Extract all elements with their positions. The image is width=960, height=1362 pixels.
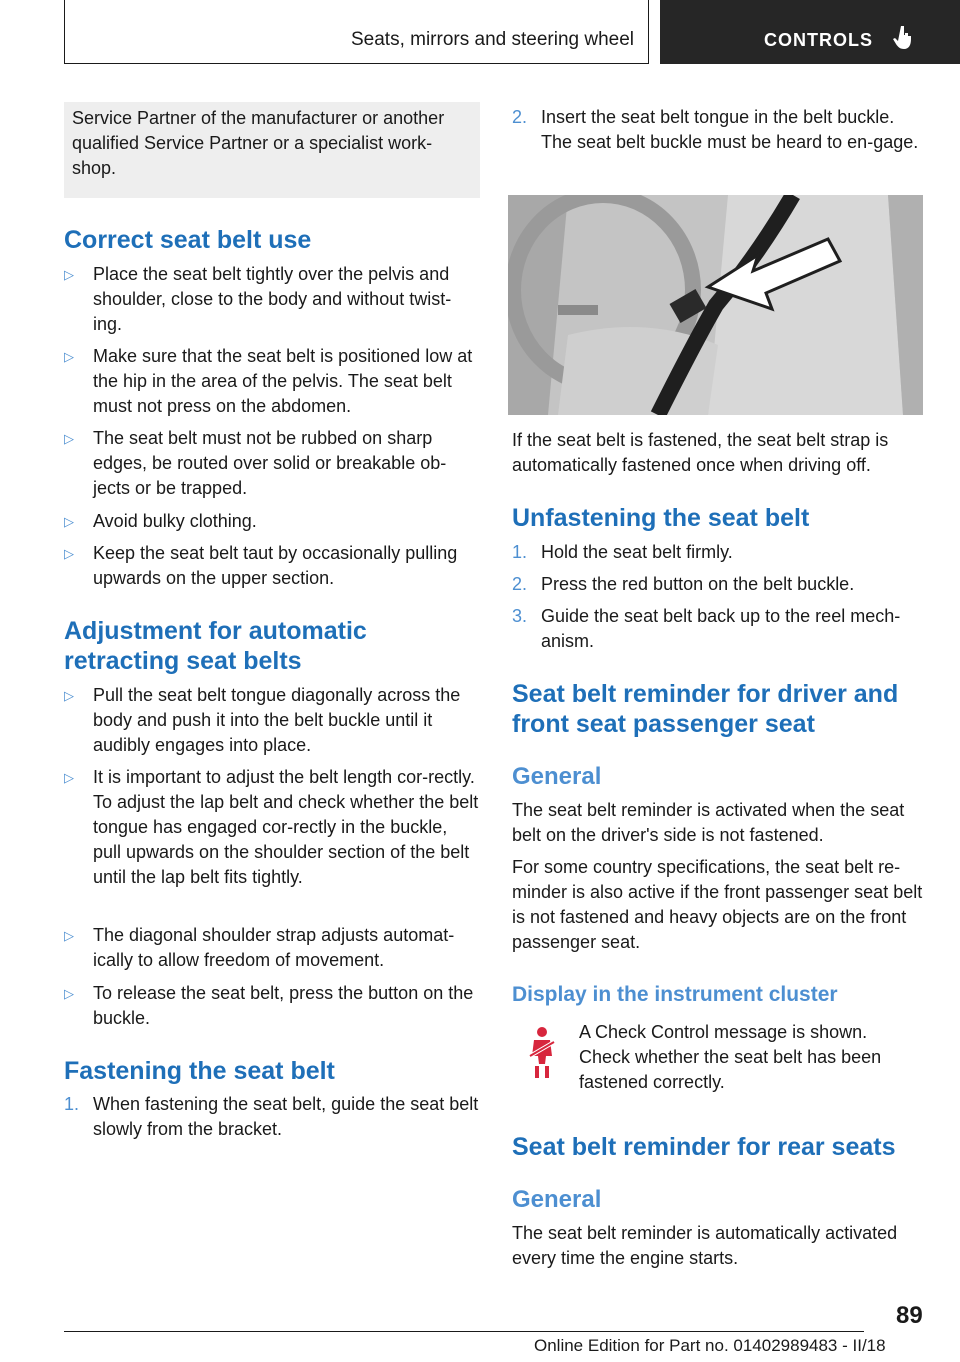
bullet-marker: ▷ xyxy=(64,546,74,561)
paragraph: If the seat belt is fastened, the seat belt strap is automatically fastened once when driving off. xyxy=(512,430,889,475)
bullet-marker: ▷ xyxy=(64,770,74,785)
step-number: 2. xyxy=(512,574,528,594)
list-item: ▷ Make sure that the seat belt is positioned low at the hip in the area of the pelvis. The seat belt must not press on the abdomen. xyxy=(64,346,473,416)
seat-belt-warning-icon xyxy=(522,1026,562,1078)
paragraph: The seat belt reminder is automatically activated every time the engine starts. xyxy=(512,1223,898,1268)
heading-reminder-front: Seat belt reminder for driver and front seat passenger seat xyxy=(512,680,899,738)
bullet-marker: ▷ xyxy=(64,267,74,282)
bullet-marker: ▷ xyxy=(64,514,74,529)
subheading-display: Display in the instrument cluster xyxy=(512,983,838,1006)
list-item: 1. Hold the seat belt firmly. xyxy=(512,540,926,565)
list-item: 2. Insert the seat belt tongue in the belt buckle. The seat belt buckle must be heard to en-gage. xyxy=(512,107,919,152)
list-item: 1. When fastening the seat belt, guide the seat belt slowly from the bracket. xyxy=(64,1094,479,1139)
list-item: ▷ The seat belt must not be rubbed on sharp edges, be routed over solid or breakable ob-jects or be trapped. xyxy=(64,428,447,498)
list-item: ▷ Pull the seat belt tongue diagonally across the body and push it into the belt buckle until it audibly engages into place. xyxy=(64,685,461,755)
step-number: 1. xyxy=(64,1094,80,1114)
list-item: ▷ To release the seat belt, press the button on the buckle. xyxy=(64,983,474,1028)
bullet-marker: ▷ xyxy=(64,688,74,703)
note-box: Service Partner of the manufacturer or another qualified Service Partner or a specialist work-shop. xyxy=(64,102,480,198)
heading-fastening: Fastening the seat belt xyxy=(64,1057,335,1085)
step-number: 2. xyxy=(512,107,528,127)
heading-correct-seat-belt-use: Correct seat belt use xyxy=(64,226,312,254)
bullet-marker: ▷ xyxy=(64,928,74,943)
list-item: ▷ The diagonal shoulder strap adjusts automat-ically to allow freedom of movement. xyxy=(64,925,455,970)
list-item: 2. Press the red button on the belt buckle. xyxy=(512,572,926,597)
bullet-marker: ▷ xyxy=(64,349,74,364)
footer-divider xyxy=(64,1331,864,1332)
list-item: ▷ Keep the seat belt taut by occasionally pulling upwards on the upper section. xyxy=(64,543,458,588)
paragraph: The seat belt reminder is activated when the seat belt on the driver's side is not fastened. xyxy=(512,800,905,845)
subheading-general: General xyxy=(512,1186,602,1213)
footer-edition: Online Edition for Part no. 01402989483 - II/18 xyxy=(534,1336,886,1355)
paragraph: For some country specifications, the seat belt re-minder is also active if the front passenger seat belt is not fastened and heavy objects are on the front passenger seat. xyxy=(512,857,923,952)
list-item: ▷ It is important to adjust the belt length cor-rectly. To adjust the lap belt and check whether the belt tongue has engaged cor-rectly in the buckle, pull upwards on the shoulder section of the belt until the lap belt fits tightly. xyxy=(64,767,479,887)
section-title: Seats, mirrors and steering wheel xyxy=(350,29,634,50)
heading-unfastening: Unfastening the seat belt xyxy=(512,504,810,532)
step-number: 1. xyxy=(512,542,528,562)
paragraph: A Check Control message is shown. Check whether the seat belt has been fastened correctly. xyxy=(579,1022,882,1092)
header-section-box xyxy=(64,0,649,64)
bullet-marker: ▷ xyxy=(64,986,74,1001)
list-item: 3. Guide the seat belt back up to the reel mech-anism. xyxy=(512,606,901,651)
seat-belt-illustration xyxy=(508,195,923,415)
heading-adjustment: Adjustment for automatic retracting seat belts xyxy=(64,617,367,675)
header-chapter-tab[interactable] xyxy=(660,0,960,64)
seat-belt-photo xyxy=(508,195,923,415)
step-number: 3. xyxy=(512,606,528,626)
heading-reminder-rear: Seat belt reminder for rear seats xyxy=(512,1133,896,1161)
list-item: ▷ Avoid bulky clothing. xyxy=(64,509,480,534)
list-item: ▷ Place the seat belt tightly over the pelvis and shoulder, close to the body and without twist-ing. xyxy=(64,264,452,334)
chapter-label: CONTROLS xyxy=(764,30,873,50)
page-number: 89 xyxy=(896,1302,923,1329)
subheading-general: General xyxy=(512,763,602,790)
bullet-marker: ▷ xyxy=(64,431,74,446)
pointing-hand-icon xyxy=(893,25,915,51)
